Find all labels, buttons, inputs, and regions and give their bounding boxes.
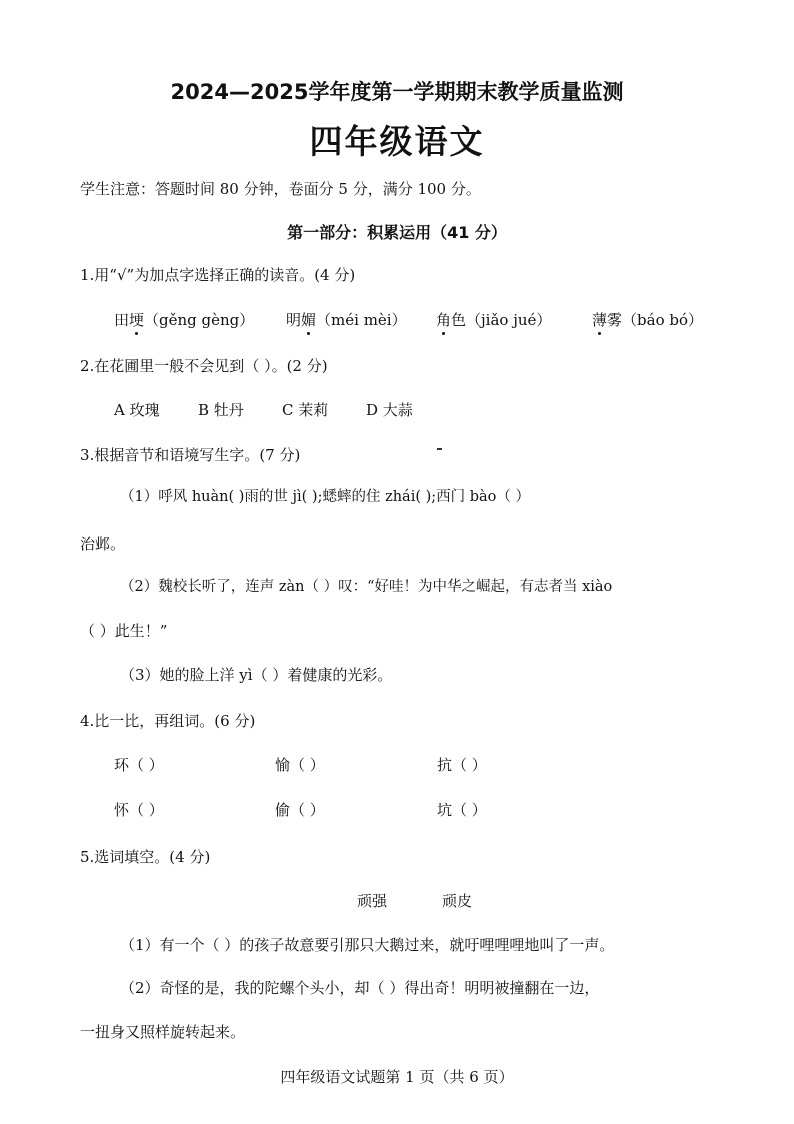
q1-prompt: 1.用“√”为加点字选择正确的读音。(4 分) bbox=[80, 266, 356, 284]
q3-line-2: （2）魏校长听了，连声 zàn（ ）叹：“好哇！为中华之崛起，有志者当 xiào bbox=[120, 579, 613, 595]
q2-prompt: 2.在花圃里一般不会见到（ ）。(2 分) bbox=[80, 357, 328, 375]
q1-item-4: 薄雾（báo bó） bbox=[592, 311, 704, 329]
q1-item-2: 明媚（méi mèi） bbox=[286, 311, 407, 329]
q3-line-1: （1）呼风 huàn( )雨的世 jì( );蟋蟀的住 zhái( );西门 bào（ ） bbox=[120, 489, 531, 505]
q3-line-3: （3）她的脸上洋 yì（ ）着健康的光彩。 bbox=[120, 666, 393, 684]
q5-word-1: 顽强 bbox=[357, 892, 388, 910]
q4-row2-item-2: 偷（ ） bbox=[275, 801, 325, 819]
q4-row2-item-3: 坑（ ） bbox=[437, 801, 487, 819]
exam-title: 2024—2025学年度第一学期期末教学质量监测 bbox=[170, 80, 624, 104]
stray-mark bbox=[437, 448, 442, 450]
q5-word-2: 顽皮 bbox=[442, 892, 473, 910]
exam-subject: 四年级语文 bbox=[309, 122, 485, 161]
q1-item-3: 角色（jiǎo jué） bbox=[436, 311, 552, 329]
q4-prompt: 4.比一比，再组词。(6 分) bbox=[80, 712, 256, 730]
q5-sentence-2-cont: 一扭身又照样旋转起来。 bbox=[80, 1023, 246, 1041]
q2-option-b: B 牡丹 bbox=[198, 401, 244, 419]
q2-option-c: C 茉莉 bbox=[282, 401, 329, 419]
q5-sentence-1: （1）有一个（ ）的孩子故意要引那只大鹅过来，就吁哩哩哩地叫了一声。 bbox=[120, 936, 615, 954]
q3-line-2-cont: （ ）此生！” bbox=[80, 622, 168, 640]
q5-prompt: 5.选词填空。(4 分) bbox=[80, 848, 211, 866]
student-notice: 学生注意：答题时间 80 分钟，卷面分 5 分，满分 100 分。 bbox=[80, 180, 481, 198]
q4-row1-item-2: 愉（ ） bbox=[275, 756, 325, 774]
q4-row2-item-1: 怀（ ） bbox=[114, 801, 164, 819]
q2-option-d: D 大蒜 bbox=[366, 401, 413, 419]
q5-sentence-2: （2）奇怪的是，我的陀螺个头小，却（ ）得出奇！明明被撞翻在一边， bbox=[120, 979, 600, 997]
page-footer: 四年级语文试题第 1 页（共 6 页） bbox=[280, 1068, 514, 1086]
q3-prompt: 3.根据音节和语境写生字。(7 分) bbox=[80, 446, 301, 464]
q3-line-1-cont: 治邺。 bbox=[80, 535, 126, 553]
section-1-title: 第一部分：积累运用（41 分） bbox=[287, 223, 507, 242]
q4-row1-item-1: 环（ ） bbox=[114, 756, 164, 774]
q2-option-a: A 玫瑰 bbox=[114, 401, 160, 419]
q4-row1-item-3: 抗（ ） bbox=[437, 756, 487, 774]
q1-item-1: 田埂（gěng gèng） bbox=[114, 311, 255, 329]
